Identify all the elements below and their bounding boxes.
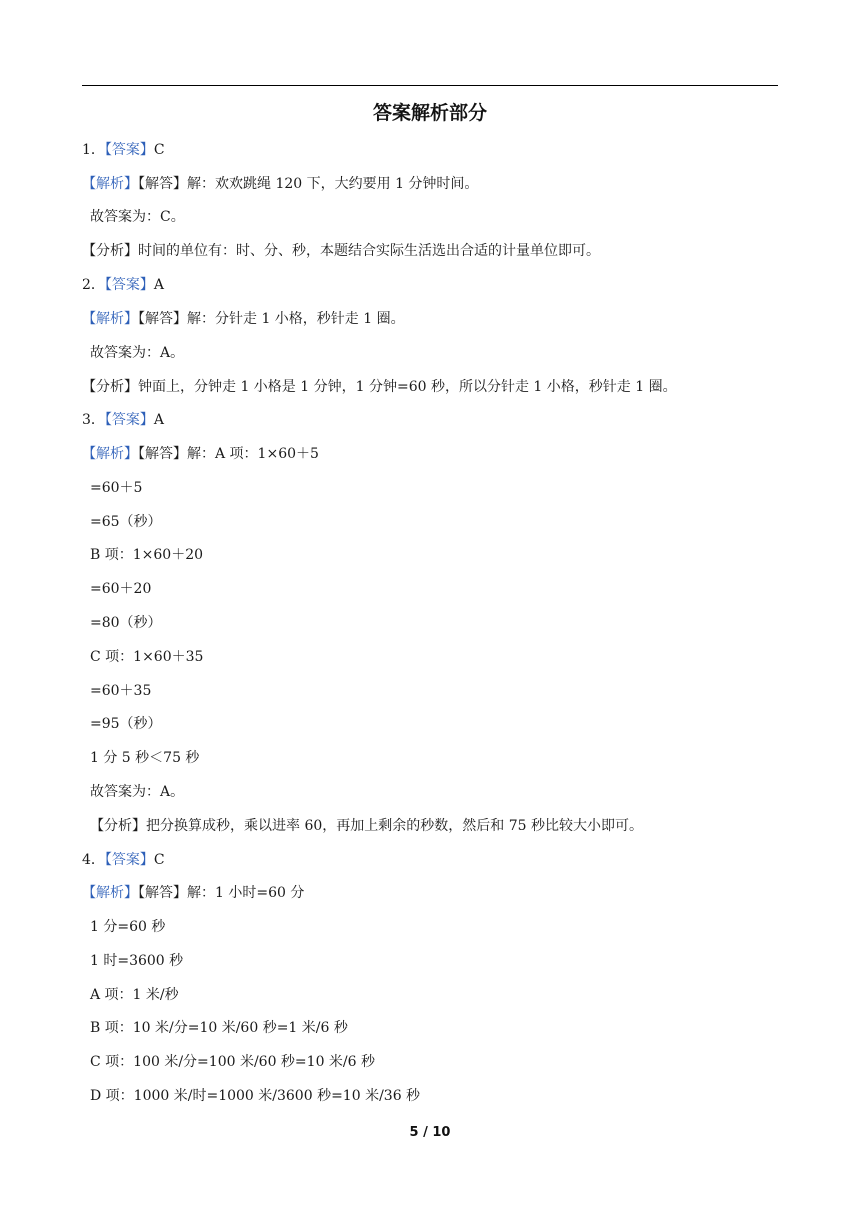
question-number: 3． (82, 412, 105, 428)
fenxi-tag: 【分析】 (82, 243, 138, 259)
fenxi-text: 时间的单位有：时、分、秒，本题结合实际生活选出合适的计量单位即可。 (138, 243, 600, 259)
q3-step: =65（秒） (90, 514, 162, 530)
q3-step: C 项：1×60＋35 (90, 649, 204, 665)
jiexi-tag: 【解析】 (82, 311, 138, 327)
q3-step: 故答案为：A。 (90, 784, 185, 800)
answer-value: C (153, 852, 165, 868)
fenxi-tag: 【分析】 (90, 818, 146, 834)
q2-answer-line (82, 276, 164, 294)
q3-answer-line (82, 411, 164, 429)
q4-answer-line (82, 851, 165, 869)
q4-step: C 项：100 米/分=100 米/60 秒=10 米/6 秒 (90, 1054, 376, 1070)
q3-step: =95（秒） (90, 716, 162, 732)
q3-step: 1 分 5 秒＜75 秒 (90, 750, 200, 766)
jiexi-tag: 【解析】 (82, 446, 138, 462)
jieda-text: 解：A 项：1×60＋5 (187, 446, 319, 462)
question-number: 1． (82, 142, 105, 158)
header-rule (82, 85, 778, 86)
answer-tag: 【答案】 (104, 142, 154, 158)
q3-step: =60＋20 (90, 581, 152, 597)
q1-answer-line (82, 141, 165, 159)
jieda-text: 解：分针走 1 小格，秒针走 1 圈。 (187, 311, 405, 327)
q3-step: =60＋5 (90, 480, 143, 496)
jiexi-tag: 【解析】 (82, 176, 138, 192)
q4-step: D 项：1000 米/时=1000 米/3600 秒=10 米/36 秒 (90, 1088, 421, 1104)
fenxi-text: 钟面上，分钟走 1 小格是 1 分钟，1 分钟=60 秒，所以分针走 1 小格，秒针走 1 圈。 (138, 379, 677, 395)
jieda-text: 解：欢欢跳绳 120 下，大约要用 1 分钟时间。 (187, 176, 479, 192)
q4-step: B 项：10 米/分=10 米/60 秒=1 米/6 秒 (90, 1020, 348, 1036)
page-number: 5 / 10 (409, 1125, 451, 1140)
jieda-tag: 【解答】 (138, 446, 187, 462)
answer-value: A (153, 277, 165, 293)
answer-value: C (153, 142, 165, 158)
q2-fenxi-line (82, 378, 677, 396)
q2-jiexi-line (82, 310, 405, 328)
jieda-text: 解：1 小时=60 分 (187, 885, 305, 901)
q4-jiexi-line (82, 884, 304, 902)
q1-jiexi-line (82, 175, 478, 193)
q4-step: 1 时=3600 秒 (90, 953, 184, 969)
jieda-tag: 【解答】 (138, 176, 187, 192)
answer-tag: 【答案】 (104, 852, 154, 868)
question-number: 2． (82, 277, 105, 293)
q2-step: 故答案为：A。 (90, 345, 185, 361)
jiexi-tag: 【解析】 (82, 885, 138, 901)
q1-step: 故答案为：C。 (90, 209, 185, 225)
answer-value: A (153, 412, 165, 428)
q3-jiexi-line (82, 445, 319, 463)
q3-step: =60＋35 (90, 683, 152, 699)
question-number: 4． (82, 852, 105, 868)
q4-step: A 项：1 米/秒 (90, 987, 179, 1003)
q3-step: B 项：1×60＋20 (90, 547, 204, 563)
jieda-tag: 【解答】 (138, 885, 187, 901)
jieda-tag: 【解答】 (138, 311, 187, 327)
page-title: 答案解析部分 (372, 102, 487, 124)
answer-tag: 【答案】 (104, 412, 154, 428)
q3-fenxi-line (90, 817, 643, 835)
q3-step: =80（秒） (90, 615, 162, 631)
fenxi-tag: 【分析】 (82, 379, 138, 395)
fenxi-text: 把分换算成秒，乘以进率 60，再加上剩余的秒数，然后和 75 秒比较大小即可。 (146, 818, 643, 834)
q4-step: 1 分=60 秒 (90, 919, 166, 935)
answer-tag: 【答案】 (104, 277, 154, 293)
q1-fenxi-line (82, 242, 600, 260)
